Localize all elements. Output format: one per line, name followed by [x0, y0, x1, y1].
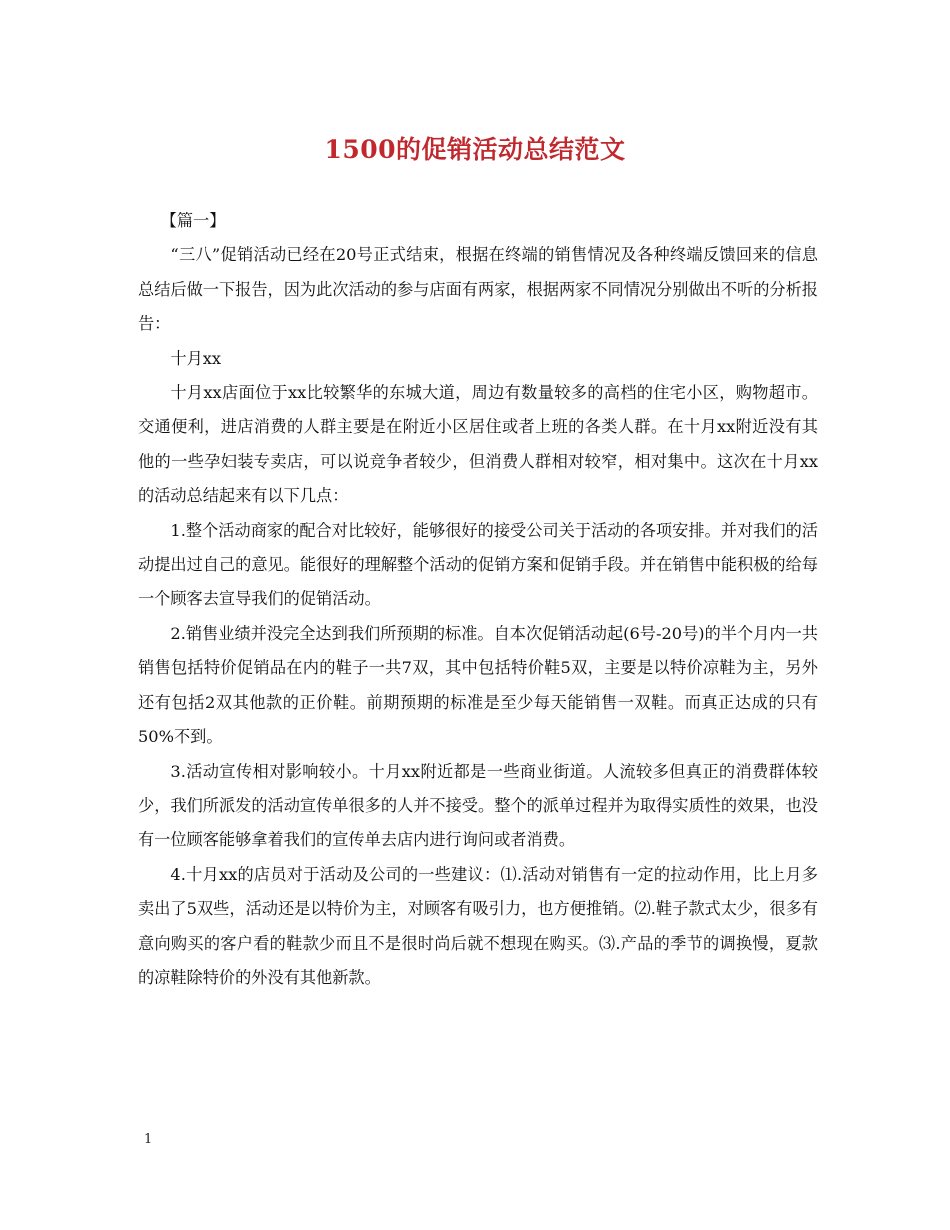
paragraph-point-4: 4.十月xx的店员对于活动及公司的一些建议：⑴.活动对销售有一定的拉动作用，比上月多卖出了5双些，活动还是以特价为主，对顾客有吸引力，也方便推销。⑵.鞋子款式太少，很多有意向购买的客户看的鞋款少而且不是很时尚后就不想现在购买。⑶.产品的季节的调换慢，夏款的凉鞋除特价的外没有其他新款。 [138, 864, 818, 987]
paragraph-store-heading: 十月xx [170, 348, 222, 368]
paragraph-point-3: 3.活动宣传相对影响较小。十月xx附近都是一些商业街道。人流较多但真正的消费群体较少，我们所派发的活动宣传单很多的人并不接受。整个的派单过程并为取得实质性的效果，也没有一位顾客能够拿着我们的宣传单去店内进行询问或者消费。 [138, 761, 818, 850]
paragraph-store-description: 十月xx店面位于xx比较繁华的东城大道，周边有数量较多的高档的住宅小区，购物超市。交通便利，进店消费的人群主要是在附近小区居住或者上班的各类人群。在十月xx附近没有其他的一些孕妇装专卖店，可以说竞争者较少，但消费人群相对较窄，相对集中。这次在十月xx的活动总结起来有以下几点： [138, 383, 818, 506]
document-title: 1500的促销活动总结范文 [324, 135, 626, 164]
section-tag: 【篇一】 [160, 211, 226, 230]
paragraph-point-1: 1.整个活动商家的配合对比较好，能够很好的接受公司关于活动的各项安排。并对我们的活动提出过自己的意见。能很好的理解整个活动的促销方案和促销手段。并在销售中能积极的给每一个顾客去宣导我们的促销活动。 [138, 520, 818, 609]
page-number: 1 [144, 1132, 153, 1147]
paragraph-intro: “三八”促销活动已经在20号正式结束，根据在终端的销售情况及各种终端反馈回来的信息总结后做一下报告，因为此次活动的参与店面有两家，根据两家不同情况分别做出不听的分析报告： [138, 245, 818, 334]
paragraph-point-2: 2.销售业绩并没完全达到我们所预期的标准。自本次促销活动起(6号-20号)的半个月内一共销售包括特价促销品在内的鞋子一共7双，其中包括特价鞋5双，主要是以特价凉鞋为主，另外还有包括2双其他款的正价鞋。前期预期的标准是至少每天能销售一双鞋。而真正达成的只有50%不到。 [138, 623, 818, 747]
document-body [138, 204, 818, 995]
